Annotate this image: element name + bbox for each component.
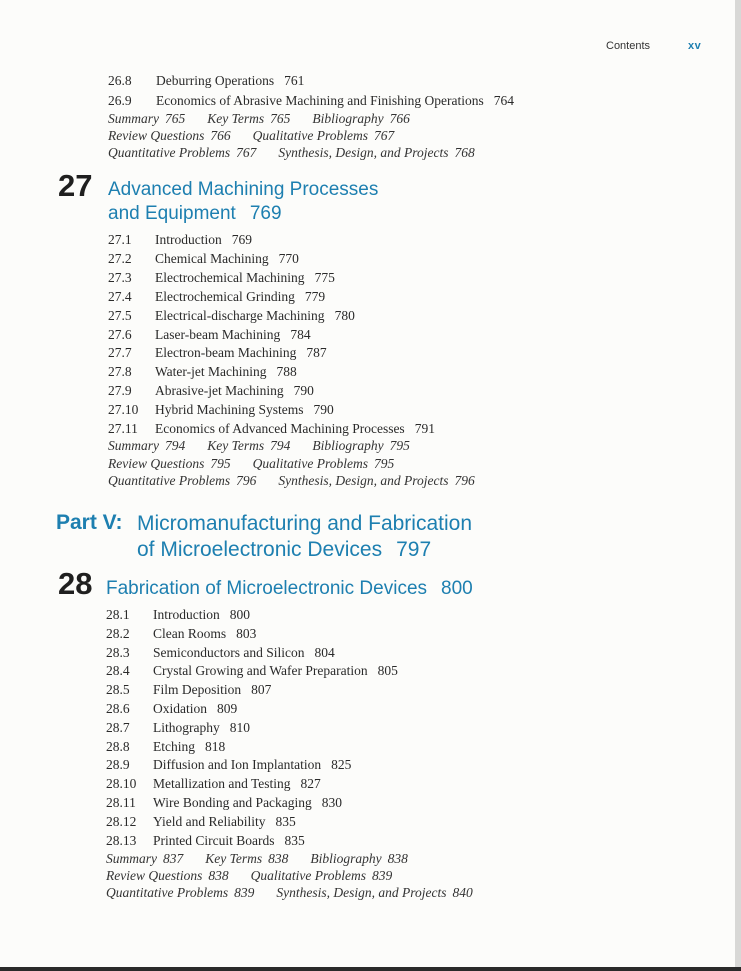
section-number: 28.1	[106, 607, 130, 622]
section-title: Film Deposition	[153, 682, 242, 698]
section-page: 761	[284, 73, 305, 88]
section-title: Introduction	[153, 607, 220, 622]
key-terms-page: 794	[270, 438, 291, 453]
running-head	[560, 40, 710, 56]
section-title: Economics of Abrasive Machining and Finishing Operations	[156, 93, 484, 108]
review-questions-page: 766	[210, 128, 231, 143]
chapter-extras-line	[106, 850, 430, 868]
synthesis-label[interactable]: Synthesis, Design, and Projects	[276, 885, 447, 900]
part-page: 797	[396, 538, 432, 561]
section-title: Crystal Growing and Wafer Preparation	[153, 663, 368, 679]
section-title: Electrical-discharge Machining	[155, 307, 325, 323]
chapter-extras-line	[108, 144, 497, 162]
summary-label[interactable]: Summary	[108, 111, 159, 126]
section-number: 28.9	[106, 757, 130, 773]
chapter-extras-line	[106, 884, 495, 902]
section-page: 764	[493, 93, 514, 108]
chapter-page: 769	[249, 203, 282, 224]
section-page: 830	[321, 795, 343, 810]
page-bottom-rule	[0, 967, 741, 971]
section-title: Printed Circuit Boards	[153, 832, 275, 848]
chapter-title[interactable]	[108, 178, 378, 226]
section-title: Chemical Machining	[155, 250, 269, 266]
chapter-extras-line	[108, 127, 416, 145]
qualitative-problems-label[interactable]: Qualitative Problems	[252, 128, 368, 143]
section-page: 803	[236, 625, 257, 641]
section-title: Electrochemical Grinding	[155, 288, 295, 304]
section-title: Electron-beam Machining	[155, 345, 297, 361]
running-head-label: Contents	[606, 40, 651, 52]
part-label: Part V:	[56, 511, 123, 534]
quantitative-problems-label[interactable]: Quantitative Problems	[106, 885, 229, 900]
summary-label[interactable]: Summary	[108, 438, 159, 453]
section-number: 27.11	[108, 421, 138, 436]
section-page: 770	[278, 250, 299, 266]
synthesis-label[interactable]: Synthesis, Design, and Projects	[278, 473, 449, 488]
qualitative-problems-page: 767	[373, 128, 395, 143]
summary-label[interactable]: Summary	[106, 851, 157, 866]
summary-page: 837	[163, 851, 184, 866]
section-number: 28.11	[106, 795, 136, 810]
summary-page: 794	[165, 438, 186, 453]
section-page: 790	[313, 402, 334, 418]
chapter-number: 28	[58, 566, 93, 601]
section-page: 787	[306, 345, 327, 361]
section-title: Laser-beam Machining	[155, 326, 281, 342]
section-page: 807	[251, 682, 272, 698]
section-page: 810	[229, 719, 250, 735]
qualitative-problems-page: 839	[371, 868, 393, 883]
review-questions-label[interactable]: Review Questions	[108, 456, 205, 471]
section-title: Diffusion and Ion Implantation	[153, 757, 322, 773]
part-title[interactable]	[137, 511, 472, 563]
section-title: Economics of Advanced Machining Processes	[155, 421, 405, 436]
quantitative-problems-page: 796	[236, 473, 257, 488]
section-title: Deburring Operations	[156, 73, 275, 88]
section-number: 27.1	[108, 232, 132, 247]
chapter-title[interactable]	[106, 577, 473, 601]
synthesis-page: 840	[452, 885, 473, 900]
review-questions-page: 838	[208, 868, 229, 883]
section-page: 818	[205, 738, 226, 754]
chapter-title-line: and Equipment	[108, 203, 236, 224]
section-title: Yield and Reliability	[153, 813, 266, 829]
part-title-line: Micromanufacturing and Fabrication	[137, 512, 472, 535]
section-number: 28.13	[106, 832, 137, 848]
key-terms-label[interactable]: Key Terms	[207, 111, 265, 126]
part-title-line: of Microelectronic Devices	[137, 538, 383, 561]
section-number: 28.12	[106, 813, 137, 829]
section-number: 28.10	[106, 776, 137, 792]
quantitative-problems-page: 839	[234, 885, 255, 900]
quantitative-problems-label[interactable]: Quantitative Problems	[108, 473, 231, 488]
qualitative-problems-label[interactable]: Qualitative Problems	[252, 456, 368, 471]
bibliography-page: 766	[389, 111, 410, 126]
chapter-extras-line	[106, 867, 414, 885]
section-number: 28.2	[106, 625, 130, 641]
section-page: 809	[217, 701, 238, 716]
quantitative-problems-label[interactable]: Quantitative Problems	[108, 145, 231, 160]
section-title: Oxidation	[153, 701, 207, 716]
page-number: xv	[688, 40, 702, 52]
section-title: Wire Bonding and Packaging	[153, 795, 312, 810]
section-page: 784	[290, 326, 311, 342]
bibliography-page: 838	[387, 851, 408, 866]
key-terms-label[interactable]: Key Terms	[207, 438, 265, 453]
section-number: 27.3	[108, 269, 132, 285]
section-title: Lithography	[153, 719, 220, 735]
key-terms-page: 838	[268, 851, 289, 866]
section-page: 825	[331, 757, 352, 773]
chapter-page: 800	[441, 578, 473, 599]
section-title: Abrasive-jet Machining	[155, 383, 284, 399]
section-number: 28.7	[106, 719, 130, 735]
section-page: 791	[414, 421, 435, 436]
section-page: 835	[275, 813, 296, 829]
summary-page: 765	[165, 111, 186, 126]
bibliography-label[interactable]: Bibliography	[310, 851, 382, 866]
section-page: 769	[231, 232, 252, 247]
section-title: Clean Rooms	[153, 625, 227, 641]
section-number: 28.3	[106, 644, 130, 660]
synthesis-label[interactable]: Synthesis, Design, and Projects	[278, 145, 449, 160]
section-number: 27.5	[108, 307, 132, 323]
section-number: 28.8	[106, 738, 130, 754]
section-number: 27.10	[108, 402, 139, 418]
section-title: Hybrid Machining Systems	[155, 402, 304, 418]
section-number: 27.4	[108, 288, 132, 304]
key-terms-label[interactable]: Key Terms	[205, 851, 263, 866]
review-questions-page: 795	[210, 456, 231, 471]
section-page: 827	[300, 776, 321, 792]
section-page: 779	[304, 288, 326, 304]
chapter-number: 27	[58, 168, 93, 203]
section-page: 790	[293, 383, 314, 399]
section-number: 27.6	[108, 326, 132, 342]
bibliography-page: 795	[389, 438, 410, 453]
quantitative-problems-page: 767	[236, 145, 257, 160]
section-page: 780	[334, 307, 355, 323]
review-questions-label[interactable]: Review Questions	[106, 868, 203, 883]
section-title: Water-jet Machining	[155, 364, 267, 380]
chapter-extras-line	[108, 472, 497, 490]
chapter-extras-line	[108, 110, 432, 128]
section-title: Electrochemical Machining	[155, 269, 305, 285]
section-page: 835	[284, 832, 305, 848]
chapter-extras-line	[108, 437, 432, 455]
chapter-title-line: Advanced Machining Processes	[108, 179, 379, 200]
section-page: 775	[314, 269, 335, 285]
section-number: 28.4	[106, 663, 130, 679]
bibliography-label[interactable]: Bibliography	[312, 111, 384, 126]
review-questions-label[interactable]: Review Questions	[108, 128, 205, 143]
key-terms-page: 765	[270, 111, 291, 126]
bibliography-label[interactable]: Bibliography	[312, 438, 384, 453]
chapter-title-line: Fabrication of Microelectronic Devices	[106, 578, 428, 599]
synthesis-page: 768	[454, 145, 475, 160]
section-page: 788	[276, 364, 297, 380]
qualitative-problems-page: 795	[373, 456, 395, 471]
section-page: 800	[229, 607, 250, 622]
section-title: Semiconductors and Silicon	[153, 644, 305, 660]
section-number: 27.9	[108, 383, 132, 399]
section-number: 27.2	[108, 250, 132, 266]
qualitative-problems-label[interactable]: Qualitative Problems	[250, 868, 366, 883]
section-title: Introduction	[155, 232, 222, 247]
page-edge	[735, 0, 741, 971]
chapter-extras-line	[108, 455, 416, 473]
section-page: 804	[314, 644, 335, 660]
section-number: 26.8	[108, 73, 132, 88]
section-number: 28.6	[106, 701, 130, 716]
synthesis-page: 796	[454, 473, 475, 488]
section-title: Etching	[153, 738, 195, 754]
section-title: Metallization and Testing	[153, 776, 291, 792]
section-number: 28.5	[106, 682, 130, 698]
section-number: 27.8	[108, 364, 132, 380]
section-number: 26.9	[108, 93, 132, 108]
section-page: 805	[377, 663, 398, 679]
section-number: 27.7	[108, 345, 132, 361]
